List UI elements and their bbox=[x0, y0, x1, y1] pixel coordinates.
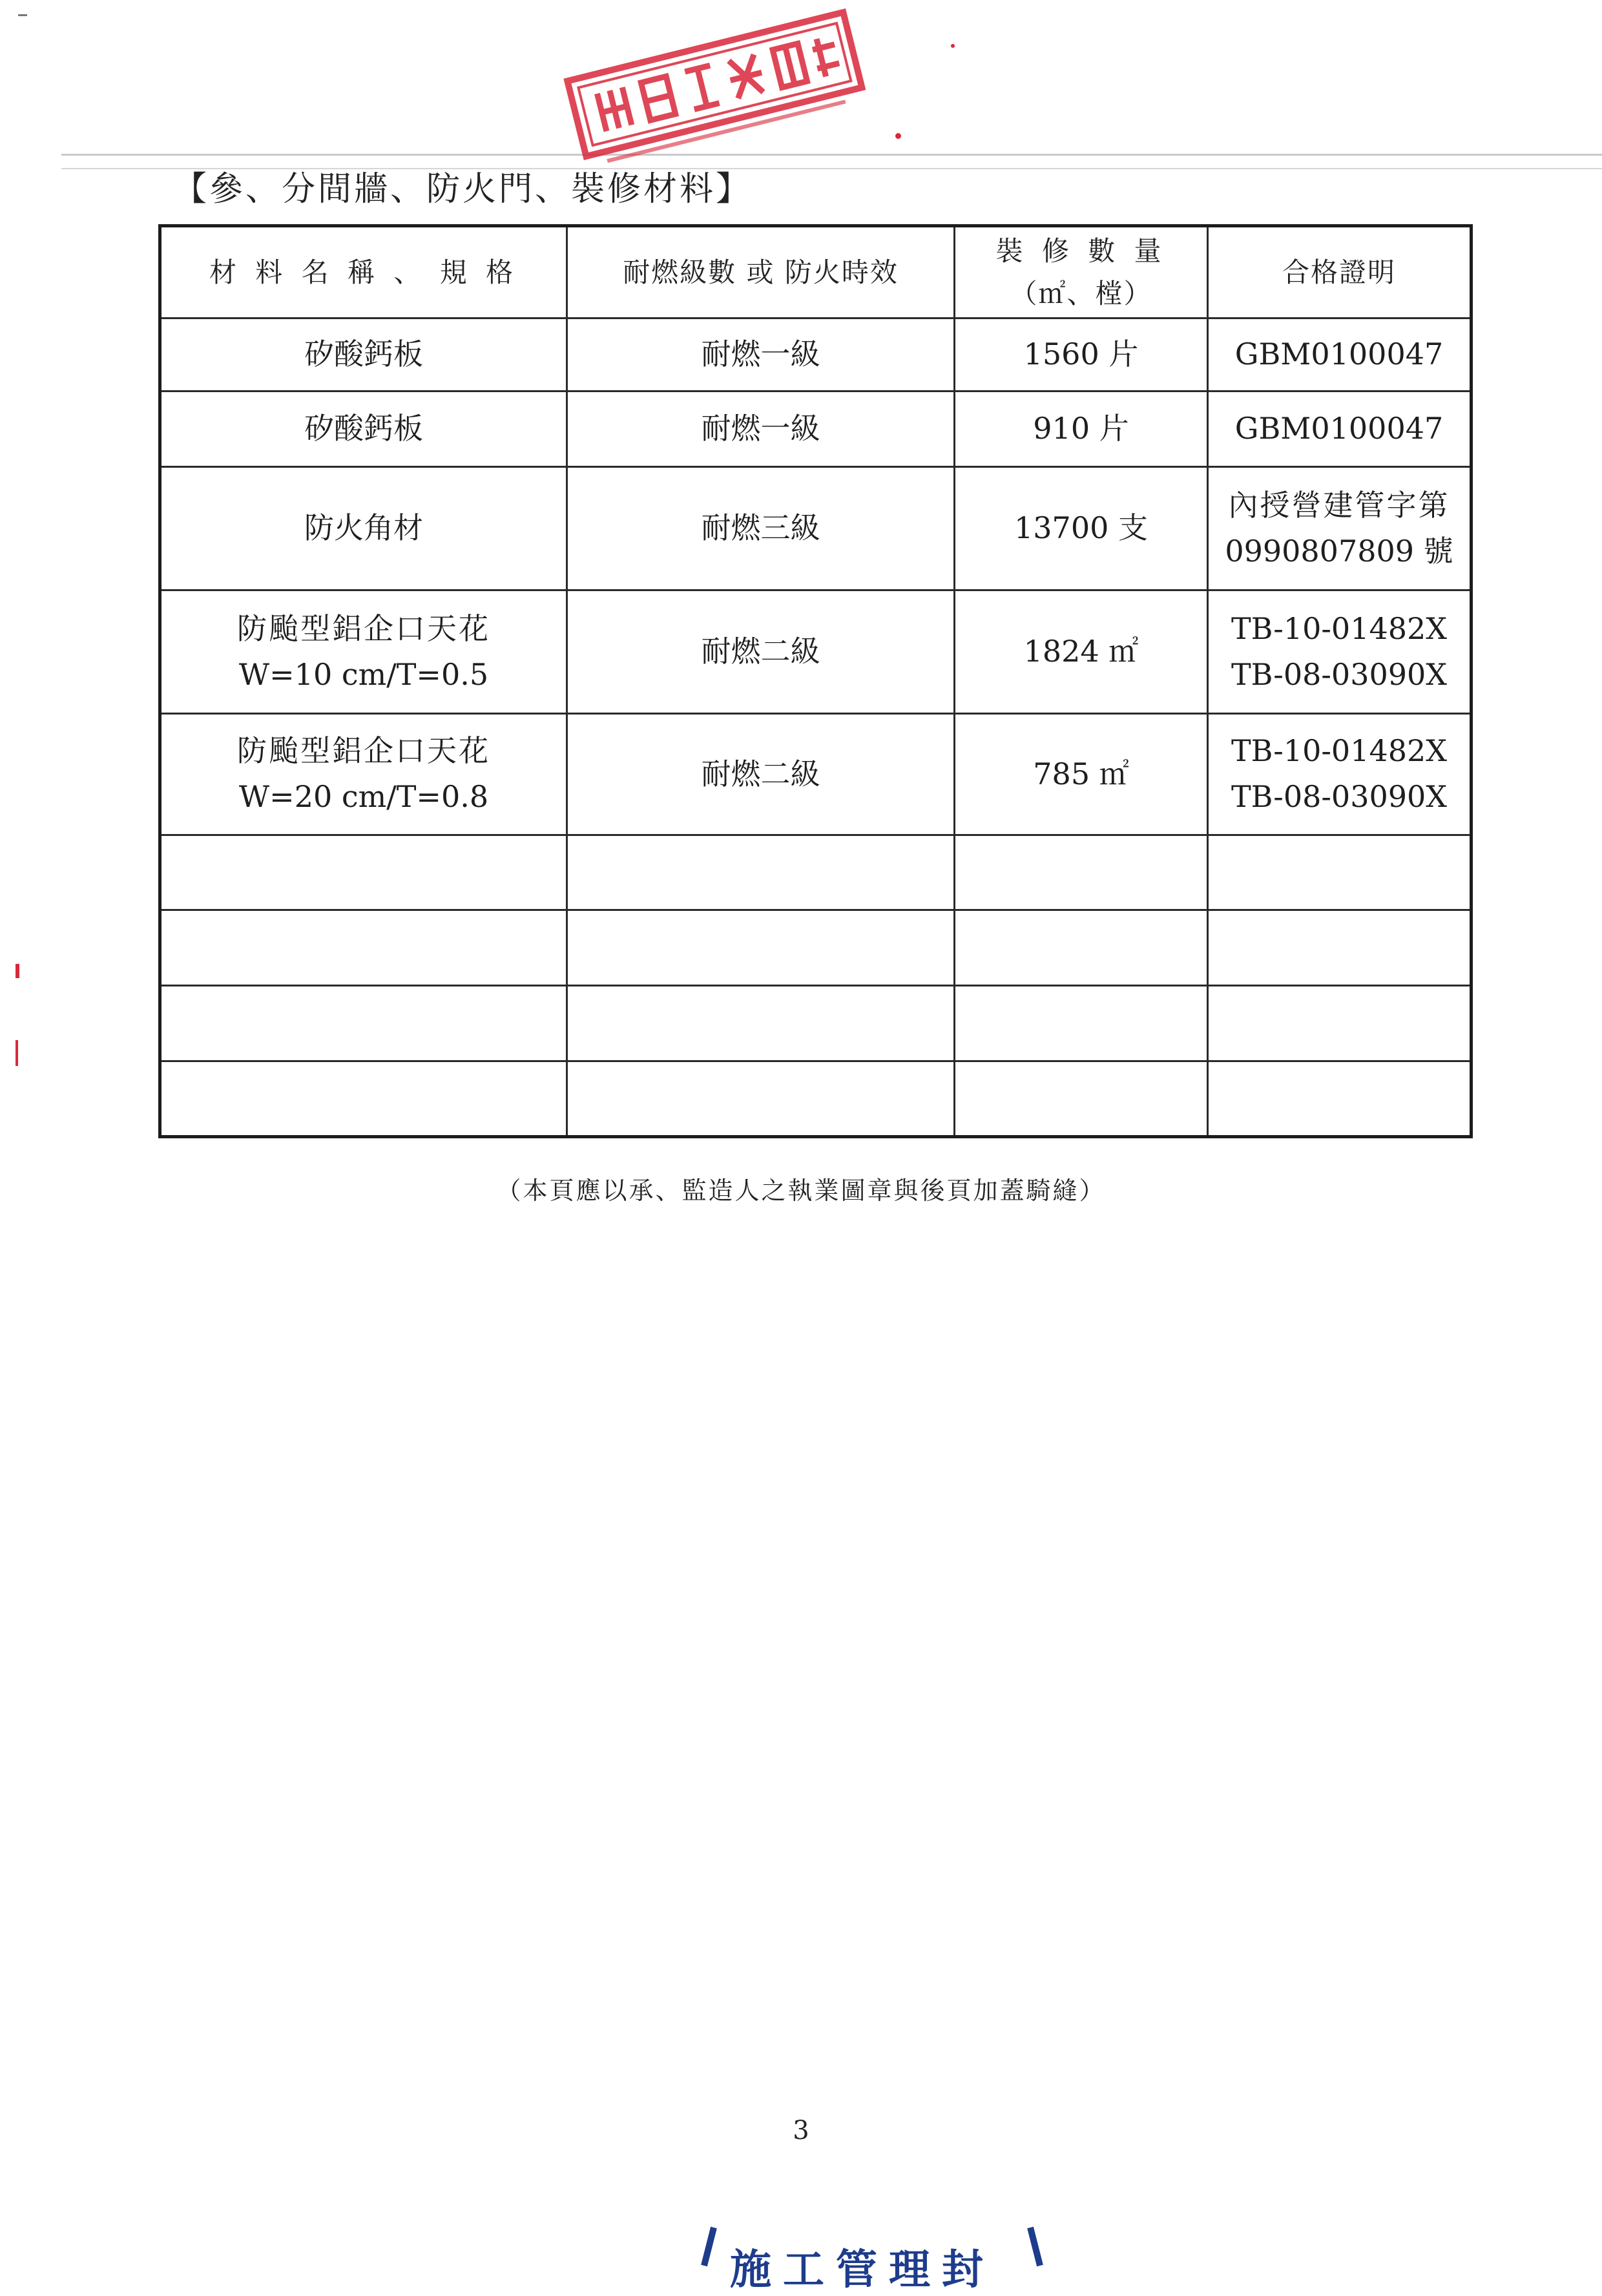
cert-number: TB-10-01482X bbox=[1231, 733, 1448, 769]
table-row bbox=[160, 590, 1472, 713]
empty-cell bbox=[160, 1061, 567, 1137]
empty-cell bbox=[1208, 835, 1472, 910]
section-title: 【參、分間牆、防火門、裝修材料】 bbox=[173, 170, 753, 209]
table-header-row bbox=[160, 226, 1472, 318]
empty-table-row bbox=[160, 1061, 1472, 1137]
header-quantity-unit: （㎡、樘） bbox=[1010, 277, 1152, 309]
empty-cell bbox=[160, 835, 567, 910]
cert-number: GBM0100047 bbox=[1234, 337, 1444, 372]
table-row bbox=[160, 391, 1472, 466]
material-name: 矽酸鈣板 bbox=[304, 337, 423, 372]
table-row bbox=[160, 714, 1472, 835]
cert-number: TB-08-03090X bbox=[1231, 657, 1448, 693]
empty-cell bbox=[1208, 986, 1472, 1061]
fire-grade-cell: 耐燃三級 bbox=[567, 466, 955, 590]
header-grade: 耐燃級數 或 防火時效 bbox=[567, 226, 955, 318]
empty-cell bbox=[955, 910, 1208, 986]
empty-table-row bbox=[160, 986, 1472, 1061]
empty-cell bbox=[567, 835, 955, 910]
quantity-cell: 1560 片 bbox=[955, 318, 1208, 391]
left-edge-mark bbox=[16, 1040, 18, 1066]
red-dot-mark bbox=[951, 44, 955, 48]
corner-mark bbox=[18, 14, 27, 16]
empty-cell bbox=[567, 910, 955, 986]
cert-cell bbox=[1208, 466, 1472, 590]
empty-cell bbox=[1208, 1061, 1472, 1137]
fire-grade-cell: 耐燃二級 bbox=[567, 590, 955, 713]
scan-edge-line bbox=[61, 154, 1602, 156]
material-name: 防颱型鋁企口天花 bbox=[237, 611, 490, 646]
empty-cell bbox=[955, 986, 1208, 1061]
empty-cell bbox=[1208, 910, 1472, 986]
cert-number: 0990807809 號 bbox=[1225, 533, 1453, 569]
cert-cell bbox=[1208, 318, 1472, 391]
header-quantity bbox=[955, 226, 1208, 318]
material-spec: W=10 cm/T=0.5 bbox=[238, 657, 489, 693]
empty-table-row bbox=[160, 910, 1472, 986]
header-name: 材 料 名 稱 、 規 格 bbox=[160, 226, 567, 318]
material-name: 防火角材 bbox=[304, 510, 423, 546]
fire-grade-cell: 耐燃一級 bbox=[567, 391, 955, 466]
table-row bbox=[160, 318, 1472, 391]
seal-instruction-note: （本頁應以承、監造人之執業圖章與後頁加蓋騎縫） bbox=[496, 1176, 1106, 1205]
fire-grade-cell: 耐燃一級 bbox=[567, 318, 955, 391]
empty-cell bbox=[955, 835, 1208, 910]
empty-table-row bbox=[160, 835, 1472, 910]
empty-cell bbox=[955, 1061, 1208, 1137]
empty-cell bbox=[567, 986, 955, 1061]
fire-grade-cell: 耐燃二級 bbox=[567, 714, 955, 835]
material-spec: W=20 cm/T=0.8 bbox=[238, 779, 489, 815]
header-cert: 合格證明 bbox=[1208, 226, 1472, 318]
quantity-cell: 785 ㎡ bbox=[955, 714, 1208, 835]
footer-seal-text: 施工管理封 bbox=[730, 2246, 995, 2294]
material-name: 防颱型鋁企口天花 bbox=[237, 733, 490, 769]
material-name-cell bbox=[160, 714, 567, 835]
material-name-cell bbox=[160, 318, 567, 391]
header-quantity-label: 裝 修 數 量 bbox=[995, 235, 1167, 267]
cert-cell bbox=[1208, 714, 1472, 835]
cert-number: TB-10-01482X bbox=[1231, 611, 1448, 646]
empty-cell bbox=[567, 1061, 955, 1137]
quantity-cell: 13700 支 bbox=[955, 466, 1208, 590]
red-dot-mark bbox=[895, 133, 901, 139]
cert-number: 內授營建管字第 bbox=[1228, 487, 1450, 523]
material-name-cell bbox=[160, 391, 567, 466]
table-row bbox=[160, 466, 1472, 590]
empty-cell bbox=[160, 910, 567, 986]
quantity-cell: 910 片 bbox=[955, 391, 1208, 466]
material-name-cell bbox=[160, 590, 567, 713]
cert-number: TB-08-03090X bbox=[1231, 779, 1448, 815]
cert-cell bbox=[1208, 391, 1472, 466]
quantity-cell: 1824 ㎡ bbox=[955, 590, 1208, 713]
left-edge-mark bbox=[16, 964, 19, 978]
cert-number: GBM0100047 bbox=[1234, 411, 1444, 446]
material-name-cell bbox=[160, 466, 567, 590]
page-number: 3 bbox=[793, 2116, 809, 2145]
empty-cell bbox=[160, 986, 567, 1061]
material-name: 矽酸鈣板 bbox=[304, 411, 423, 446]
cert-cell bbox=[1208, 590, 1472, 713]
footer-seal-stamp bbox=[691, 2222, 1053, 2294]
materials-table bbox=[158, 224, 1473, 1138]
